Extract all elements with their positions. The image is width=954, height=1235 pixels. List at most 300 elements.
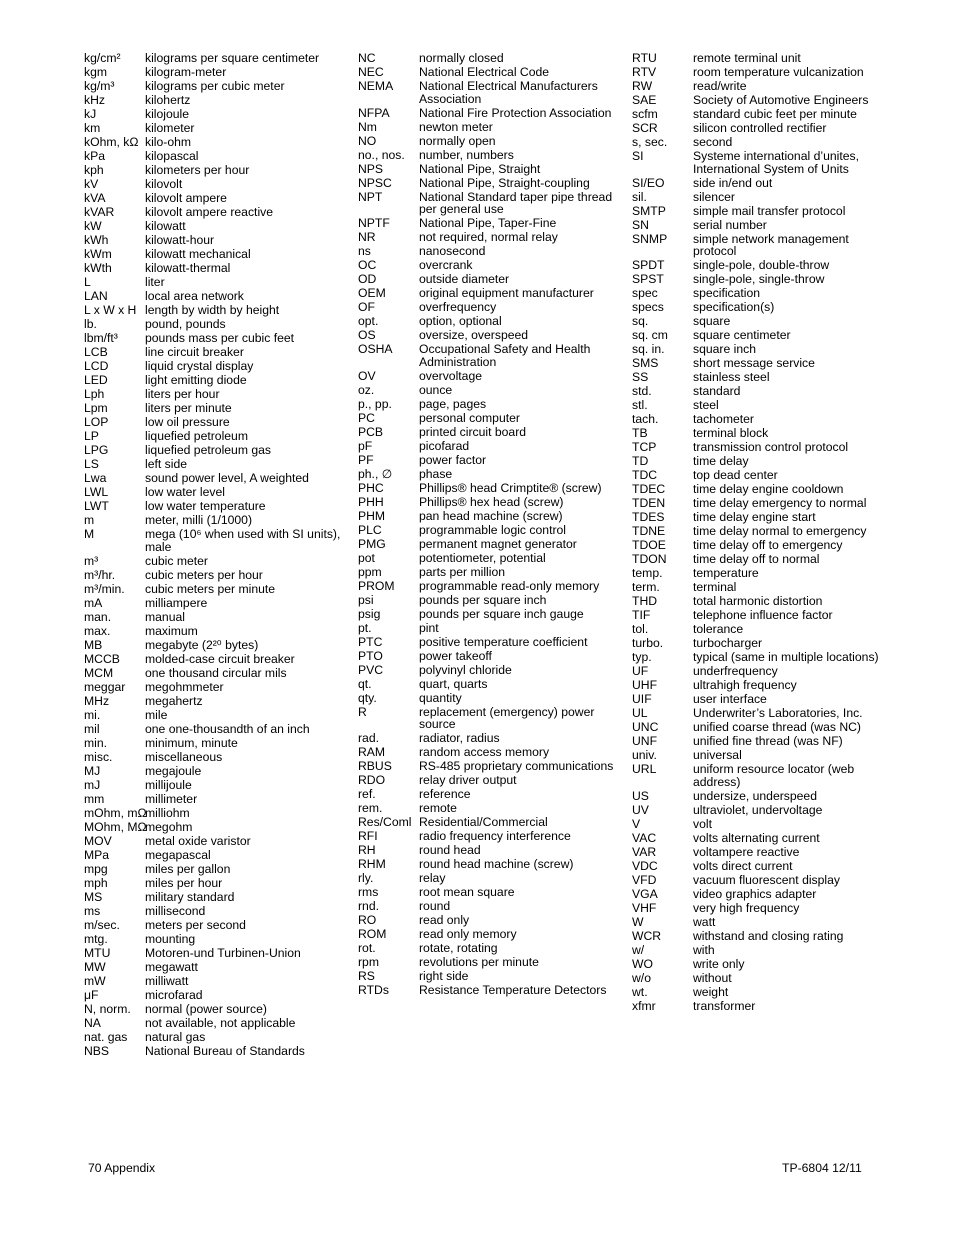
abbreviation-entry: [632, 874, 882, 887]
abbreviation-entry: [358, 163, 618, 176]
abbreviation-definition: silicon controlled rectifier: [693, 121, 827, 135]
abbreviation-definition: temperature: [693, 566, 759, 580]
abbreviation-entry: [358, 287, 618, 300]
abbreviation-entry: [84, 514, 344, 527]
abbreviation-term: LAN: [84, 289, 108, 303]
abbreviation-definition: single-pole, double-throw: [693, 258, 830, 272]
abbreviation-term: kV: [84, 177, 99, 191]
abbreviation-entry: [84, 136, 344, 149]
abbreviation-term: kWth: [84, 261, 112, 275]
abbreviation-entry: [84, 304, 344, 317]
abbreviation-definition: megabyte (2²⁰ bytes): [145, 637, 259, 652]
abbreviation-term: tol.: [632, 622, 649, 636]
abbreviation-definition: normal (power source): [145, 1001, 267, 1016]
abbreviation-definition: maximum: [145, 623, 198, 638]
abbreviation-definition: kilopascal: [145, 149, 199, 163]
abbreviation-term: univ.: [632, 748, 657, 762]
abbreviation-entry: [358, 900, 618, 913]
abbreviation-entry: [632, 581, 882, 594]
abbreviation-entry: [84, 639, 344, 652]
abbreviation-entry: [84, 765, 344, 778]
abbreviation-entry: [632, 595, 882, 608]
abbreviation-definition: Underwriter’s Laboratories, Inc.: [693, 706, 863, 720]
abbreviation-term: RAM: [358, 745, 386, 759]
abbreviation-entry: [84, 458, 344, 471]
abbreviation-definition: pint: [419, 620, 439, 635]
abbreviation-entry: [358, 914, 618, 927]
abbreviation-term: mW: [84, 973, 106, 988]
abbreviation-term: N, norm.: [84, 1001, 131, 1016]
abbreviation-definition: watt: [693, 914, 716, 929]
abbreviation-term: p., pp.: [358, 396, 392, 411]
abbreviation-entry: [358, 315, 618, 328]
abbreviation-entry: [84, 555, 344, 568]
abbreviation-entry: [632, 553, 882, 566]
abbreviation-entry: [84, 737, 344, 750]
abbreviation-definition: room temperature vulcanization: [693, 65, 864, 79]
abbreviation-entry: [358, 760, 618, 773]
abbreviation-entry: [84, 821, 344, 834]
abbreviation-term: xfmr: [632, 998, 656, 1013]
abbreviation-entry: [632, 721, 882, 734]
abbreviation-entry: [84, 1017, 344, 1030]
abbreviation-entry: [84, 430, 344, 443]
abbreviation-entry: [84, 472, 344, 485]
abbreviation-entry: [632, 108, 882, 121]
abbreviation-term: LOP: [84, 415, 109, 429]
abbreviation-term: lbm/ft³: [84, 331, 118, 345]
abbreviation-term: Res/Coml: [358, 815, 412, 829]
abbreviation-entry: [84, 164, 344, 177]
abbreviation-term: psig: [358, 606, 381, 621]
abbreviation-definition: molded-case circuit breaker: [145, 651, 295, 666]
abbreviation-entry: [358, 970, 618, 983]
abbreviation-entry: [358, 121, 618, 134]
abbreviation-term: mph: [84, 875, 108, 890]
abbreviation-term: rms: [358, 885, 379, 899]
abbreviation-entry: [632, 371, 882, 384]
abbreviation-entry: [632, 637, 882, 650]
abbreviation-definition: specification(s): [693, 300, 775, 314]
abbreviation-term: OF: [358, 300, 375, 314]
abbreviation-entry: [358, 217, 618, 230]
abbreviation-term: max.: [84, 623, 111, 638]
abbreviation-definition: mega (10⁶ when used with SI units), male: [145, 527, 341, 554]
abbreviation-term: ROM: [358, 927, 387, 941]
abbreviation-definition: ultraviolet, undervoltage: [693, 802, 823, 817]
abbreviation-entry: [84, 583, 344, 596]
abbreviation-term: LCB: [84, 345, 108, 359]
abbreviation-definition: tolerance: [693, 622, 744, 636]
abbreviation-entry: [84, 751, 344, 764]
abbreviation-entry: [84, 52, 344, 65]
abbreviation-term: wt.: [632, 984, 648, 999]
abbreviation-term: Lwa: [84, 471, 107, 485]
abbreviation-entry: [84, 919, 344, 932]
abbreviation-definition: not required, normal relay: [419, 230, 558, 244]
abbreviation-entry: [84, 262, 344, 275]
abbreviation-entry: [358, 412, 618, 425]
abbreviation-definition: overfrequency: [419, 300, 497, 314]
abbreviation-term: VHF: [632, 900, 657, 915]
abbreviation-definition: kilovolt ampere: [145, 191, 227, 205]
abbreviation-entry: [358, 886, 618, 899]
abbreviation-term: SMTP: [632, 203, 666, 218]
abbreviation-entry: [358, 259, 618, 272]
abbreviation-entry: [632, 749, 882, 762]
abbreviation-entry: [358, 454, 618, 467]
abbreviation-term: TDON: [632, 552, 667, 566]
abbreviation-entry: [632, 972, 882, 985]
abbreviation-entry: [358, 329, 618, 342]
abbreviation-definition: kilometer: [145, 121, 195, 135]
abbreviation-entry: [358, 245, 618, 258]
abbreviation-definition: mounting: [145, 931, 196, 946]
abbreviation-term: OSHA: [358, 342, 393, 356]
abbreviation-term: std.: [632, 384, 652, 398]
abbreviation-definition: Occupational Safety and Health Administration: [419, 342, 591, 369]
abbreviation-definition: outside diameter: [419, 272, 510, 286]
abbreviation-term: SS: [632, 370, 649, 384]
abbreviation-definition: Residential/Commercial: [419, 815, 548, 829]
abbreviation-term: SN: [632, 217, 649, 232]
abbreviation-definition: replacement (emergency) power source: [419, 704, 595, 731]
abbreviation-definition: radio frequency interference: [419, 829, 571, 843]
abbreviation-term: UF: [632, 664, 649, 678]
abbreviation-entry: [358, 678, 618, 691]
abbreviation-definition: Motoren-und Turbinen-Union: [145, 945, 301, 960]
abbreviation-entry: [84, 779, 344, 792]
abbreviation-term: UL: [632, 706, 648, 720]
abbreviation-definition: withstand and closing rating: [693, 928, 844, 943]
abbreviation-term: ref.: [358, 787, 376, 801]
abbreviation-definition: transmission control protocol: [693, 440, 849, 454]
abbreviation-definition: liter: [145, 275, 165, 289]
abbreviation-term: VGA: [632, 886, 658, 901]
abbreviation-entry: [84, 192, 344, 205]
abbreviation-definition: side in/end out: [693, 175, 773, 190]
abbreviation-definition: kilograms per cubic meter: [145, 79, 285, 93]
abbreviation-entry: [358, 231, 618, 244]
abbreviation-definition: page, pages: [419, 396, 487, 411]
abbreviation-term: TDEC: [632, 482, 666, 496]
abbreviation-definition: low oil pressure: [145, 415, 230, 429]
abbreviation-term: PC: [358, 410, 375, 425]
abbreviation-term: NR: [358, 230, 376, 244]
abbreviation-entry: [632, 609, 882, 622]
abbreviation-entry: [84, 332, 344, 345]
abbreviation-term: sq. in.: [632, 342, 665, 356]
abbreviation-entry: [84, 849, 344, 862]
abbreviation-definition: universal: [693, 748, 742, 762]
abbreviation-definition: radiator, radius: [419, 731, 500, 745]
abbreviation-entry: [358, 942, 618, 955]
abbreviation-entry: [358, 928, 618, 941]
abbreviation-entry: [84, 625, 344, 638]
abbreviation-term: MPa: [84, 847, 110, 862]
abbreviation-term: min.: [84, 735, 108, 750]
abbreviation-entry: [84, 150, 344, 163]
abbreviation-definition: volts direct current: [693, 858, 793, 873]
abbreviation-definition: round head machine (screw): [419, 857, 574, 871]
abbreviation-entry: [358, 482, 618, 495]
abbreviation-definition: undersize, underspeed: [693, 788, 817, 803]
abbreviation-entry: [84, 807, 344, 820]
abbreviation-term: PVC: [358, 662, 384, 677]
abbreviation-term: pt.: [358, 620, 372, 635]
abbreviation-term: kWm: [84, 247, 112, 261]
abbreviation-entry: [84, 234, 344, 247]
abbreviation-entry: [632, 790, 882, 803]
abbreviation-entry: [632, 136, 882, 149]
abbreviation-term: ppm: [358, 564, 382, 579]
abbreviation-definition: normally closed: [419, 51, 504, 65]
abbreviation-definition: kilowatt-hour: [145, 233, 215, 247]
abbreviation-term: MOhm, MΩ: [84, 819, 147, 834]
abbreviation-entry: [632, 287, 882, 300]
abbreviation-definition: liters per minute: [145, 401, 232, 415]
abbreviation-term: nat. gas: [84, 1029, 128, 1044]
abbreviation-term: MS: [84, 889, 103, 904]
abbreviation-entry: [84, 220, 344, 233]
abbreviation-entry: [632, 707, 882, 720]
abbreviation-term: PLC: [358, 522, 382, 537]
abbreviation-term: LED: [84, 373, 108, 387]
abbreviation-term: mJ: [84, 777, 101, 792]
abbreviation-term: V: [632, 816, 641, 831]
abbreviation-term: SMS: [632, 356, 659, 370]
abbreviation-entry: [632, 177, 882, 190]
abbreviation-definition: National Fire Protection Association: [419, 105, 612, 120]
abbreviation-definition: minimum, minute: [145, 735, 238, 750]
abbreviation-definition: National Standard taper pipe thread per general use: [419, 189, 613, 216]
abbreviation-term: stl.: [632, 398, 648, 412]
abbreviation-term: OV: [358, 368, 376, 383]
abbreviation-entry: [632, 343, 882, 356]
abbreviation-term: qt.: [358, 676, 372, 691]
abbreviation-entry: [358, 746, 618, 759]
abbreviation-term: kW: [84, 219, 102, 233]
abbreviation-entry: [632, 693, 882, 706]
abbreviation-entry: [358, 370, 618, 383]
abbreviation-term: oz.: [358, 382, 375, 397]
abbreviation-entry: [358, 984, 618, 997]
abbreviation-definition: Resistance Temperature Detectors: [419, 983, 607, 997]
abbreviation-entry: [632, 150, 882, 175]
abbreviation-definition: standard cubic feet per minute: [693, 107, 857, 121]
abbreviation-entry: [358, 636, 618, 649]
abbreviation-entry: [632, 301, 882, 314]
abbreviation-term: kVA: [84, 191, 106, 205]
abbreviation-term: rly.: [358, 871, 374, 885]
abbreviation-term: NPS: [358, 161, 384, 176]
abbreviation-entry: [632, 441, 882, 454]
abbreviation-entry: [632, 219, 882, 232]
abbreviation-definition: light emitting diode: [145, 373, 247, 387]
abbreviation-definition: not available, not applicable: [145, 1015, 296, 1030]
abbreviation-term: RDO: [358, 773, 386, 787]
abbreviation-entry: [632, 122, 882, 135]
abbreviation-definition: milliampere: [145, 595, 208, 610]
abbreviation-term: TDES: [632, 510, 665, 524]
abbreviation-term: L: [84, 275, 91, 289]
abbreviation-definition: specification: [693, 286, 761, 300]
abbreviation-entry: [84, 290, 344, 303]
abbreviation-term: PHC: [358, 480, 384, 495]
abbreviation-term: Lpm: [84, 401, 108, 415]
abbreviation-definition: sound power level, A weighted: [145, 471, 309, 485]
abbreviation-entry: [632, 483, 882, 496]
abbreviation-definition: military standard: [145, 889, 235, 904]
abbreviation-entry: [84, 1031, 344, 1044]
abbreviation-definition: National Pipe, Straight-coupling: [419, 175, 590, 190]
abbreviation-definition: phase: [419, 466, 453, 481]
abbreviation-definition: kilometers per hour: [145, 163, 250, 177]
abbreviation-definition: polyvinyl chloride: [419, 662, 512, 677]
abbreviation-entry: [632, 623, 882, 636]
abbreviation-definition: read/write: [693, 79, 747, 93]
abbreviation-entry: [358, 802, 618, 815]
abbreviation-definition: square inch: [693, 342, 757, 356]
abbreviation-term: WO: [632, 956, 653, 971]
abbreviation-entry: [632, 385, 882, 398]
abbreviation-definition: line circuit breaker: [145, 345, 244, 359]
abbreviation-entry: [358, 343, 618, 368]
abbreviation-term: PHH: [358, 494, 384, 509]
abbreviation-term: VFD: [632, 872, 657, 887]
abbreviation-term: NC: [358, 51, 376, 65]
abbreviation-definition: one one-thousandth of an inch: [145, 721, 310, 736]
abbreviation-entry: [358, 135, 618, 148]
abbreviation-definition: pan head machine (screw): [419, 508, 563, 523]
abbreviation-entry: [84, 178, 344, 191]
abbreviation-term: UIF: [632, 692, 652, 706]
abbreviation-term: kph: [84, 163, 104, 177]
abbreviation-entry: [84, 206, 344, 219]
abbreviation-definition: kilovolt: [145, 177, 183, 191]
abbreviation-term: scfm: [632, 107, 658, 121]
abbreviation-entry: [632, 455, 882, 468]
abbreviation-entry: [632, 860, 882, 873]
abbreviation-column-2: [358, 52, 618, 998]
abbreviation-entry: [632, 832, 882, 845]
abbreviation-definition: total harmonic distortion: [693, 594, 823, 608]
abbreviation-entry: [632, 191, 882, 204]
abbreviation-definition: round head: [419, 843, 481, 857]
abbreviation-entry: [632, 94, 882, 107]
abbreviation-entry: [358, 830, 618, 843]
abbreviation-entry: [632, 763, 882, 788]
abbreviation-definition: National Electrical Code: [419, 65, 550, 79]
abbreviation-term: PCB: [358, 424, 384, 439]
abbreviation-term: OEM: [358, 286, 386, 300]
abbreviation-term: RH: [358, 843, 376, 857]
abbreviation-entry: [358, 774, 618, 787]
abbreviation-definition: very high frequency: [693, 900, 800, 915]
abbreviation-entry: [632, 66, 882, 79]
abbreviation-term: MCCB: [84, 651, 120, 666]
abbreviation-definition: voltampere reactive: [693, 844, 800, 859]
abbreviation-definition: time delay off to normal: [693, 552, 820, 566]
abbreviation-definition: programmable logic control: [419, 522, 566, 537]
abbreviation-definition: square: [693, 314, 731, 328]
abbreviation-entry: [632, 511, 882, 524]
abbreviation-entry: [358, 538, 618, 551]
abbreviation-term: mi.: [84, 707, 101, 722]
abbreviation-term: meggar: [84, 679, 126, 694]
abbreviation-entry: [632, 916, 882, 929]
abbreviation-definition: cubic meters per minute: [145, 581, 276, 596]
abbreviation-term: LP: [84, 429, 99, 443]
abbreviation-entry: [84, 388, 344, 401]
abbreviation-definition: pounds mass per cubic feet: [145, 331, 295, 345]
abbreviation-entry: [84, 667, 344, 680]
abbreviation-term: pF: [358, 438, 373, 453]
abbreviation-entry: [632, 315, 882, 328]
abbreviation-entry: [358, 398, 618, 411]
abbreviation-definition: low water level: [145, 485, 225, 499]
abbreviation-term: s, sec.: [632, 135, 668, 149]
abbreviation-entry: [358, 580, 618, 593]
abbreviation-term: MHz: [84, 693, 110, 708]
abbreviation-definition: metal oxide varistor: [145, 833, 251, 848]
abbreviation-definition: local area network: [145, 289, 244, 303]
abbreviation-entry: [84, 486, 344, 499]
abbreviation-definition: low water temperature: [145, 499, 266, 513]
abbreviation-entry: [358, 524, 618, 537]
abbreviation-definition: standard: [693, 384, 741, 398]
abbreviation-term: Lph: [84, 387, 105, 401]
abbreviation-term: TB: [632, 426, 648, 440]
abbreviation-term: MW: [84, 959, 106, 974]
abbreviation-entry: [84, 597, 344, 610]
abbreviation-entry: [632, 273, 882, 286]
abbreviation-entry: [84, 905, 344, 918]
abbreviation-term: NA: [84, 1015, 101, 1030]
abbreviation-entry: [84, 500, 344, 513]
abbreviation-term: rnd.: [358, 899, 380, 913]
abbreviation-entry: [84, 66, 344, 79]
abbreviation-term: m/sec.: [84, 917, 120, 932]
abbreviation-definition: overvoltage: [419, 368, 483, 383]
abbreviation-term: man.: [84, 609, 112, 624]
page-footer-left: 70 Appendix: [88, 1161, 156, 1175]
abbreviation-term: R: [358, 704, 367, 719]
abbreviation-definition: kilohertz: [145, 93, 191, 107]
abbreviation-entry: [632, 986, 882, 999]
abbreviation-entry: [358, 66, 618, 79]
abbreviation-definition: millimeter: [145, 791, 198, 806]
abbreviation-definition: milliohm: [145, 805, 190, 820]
abbreviation-definition: revolutions per minute: [419, 955, 539, 969]
abbreviation-entry: [632, 427, 882, 440]
abbreviation-term: rot.: [358, 941, 376, 955]
abbreviation-definition: weight: [693, 984, 729, 999]
abbreviation-term: UNC: [632, 720, 659, 734]
abbreviation-term: RW: [632, 79, 653, 93]
abbreviation-definition: overcrank: [419, 258, 473, 272]
abbreviation-column-1: [84, 52, 344, 1059]
abbreviation-definition: volts alternating current: [693, 830, 820, 845]
abbreviation-definition: kilovolt ampere reactive: [145, 205, 274, 219]
abbreviation-definition: random access memory: [419, 745, 550, 759]
abbreviation-entry: [84, 1003, 344, 1016]
abbreviation-term: URL: [632, 762, 657, 776]
abbreviation-term: RO: [358, 913, 377, 927]
abbreviation-definition: option, optional: [419, 314, 502, 328]
abbreviation-entry: [84, 318, 344, 331]
abbreviation-definition: read only memory: [419, 927, 517, 941]
